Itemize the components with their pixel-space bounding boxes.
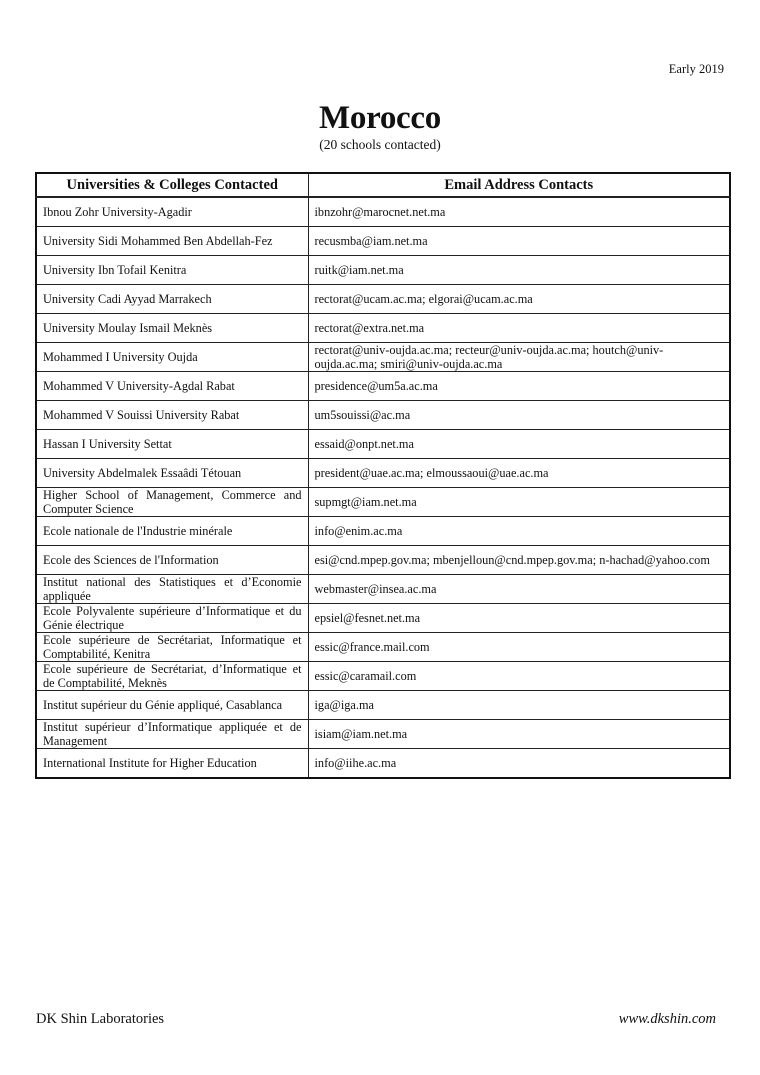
table-row: [36, 691, 730, 720]
institution-name: Mohammed V Souissi University Rabat: [36, 401, 308, 430]
table-row: [36, 459, 730, 488]
email-contacts: president@uae.ac.ma; elmoussaoui@uae.ac.ma: [308, 459, 730, 488]
institution-name: University Abdelmalek Essaâdi Tétouan: [36, 459, 308, 488]
table-row: [36, 285, 730, 314]
institution-name: Ibnou Zohr University-Agadir: [36, 197, 308, 227]
email-contacts: ruitk@iam.net.ma: [308, 256, 730, 285]
email-contacts: um5souissi@ac.ma: [308, 401, 730, 430]
email-contacts: recusmba@iam.net.ma: [308, 227, 730, 256]
email-contacts: esi@cnd.mpep.gov.ma; mbenjelloun@cnd.mpep.gov.ma; n-hachad@yahoo.com: [308, 546, 730, 575]
table-header-row: [36, 173, 730, 197]
table-row: [36, 197, 730, 227]
institution-name: University Ibn Tofail Kenitra: [36, 256, 308, 285]
footer-website: www.dkshin.com: [618, 1011, 716, 1027]
email-contacts: rectorat@univ-oujda.ac.ma; recteur@univ-oujda.ac.ma; houtch@univ-oujda.ac.ma; smiri@univ-oujda.ac.ma: [308, 343, 730, 372]
institution-name: Higher School of Management, Commerce and Computer Science: [36, 488, 308, 517]
email-contacts: info@iihe.ac.ma: [308, 749, 730, 779]
email-contacts: essaid@onpt.net.ma: [308, 430, 730, 459]
institution-name: Institut supérieur du Génie appliqué, Casablanca: [36, 691, 308, 720]
institution-name: Ecole Polyvalente supérieure d’Informatique et du Génie électrique: [36, 604, 308, 633]
page-title: Morocco: [319, 100, 441, 136]
column-header-email: Email Address Contacts: [308, 173, 730, 197]
email-contacts: rectorat@ucam.ac.ma; elgorai@ucam.ac.ma: [308, 285, 730, 314]
contacts-table: [35, 172, 731, 779]
institution-name: University Moulay Ismail Meknès: [36, 314, 308, 343]
table-row: [36, 546, 730, 575]
institution-name: Mohammed V University-Agdal Rabat: [36, 372, 308, 401]
institution-name: Ecole supérieure de Secrétariat, Informatique et Comptabilité, Kenitra: [36, 633, 308, 662]
email-contacts: webmaster@insea.ac.ma: [308, 575, 730, 604]
institution-name: Institut national des Statistiques et d’Economie appliquée: [36, 575, 308, 604]
table-row: [36, 343, 730, 372]
table-row: [36, 488, 730, 517]
table-row: [36, 749, 730, 779]
email-contacts: essic@france.mail.com: [308, 633, 730, 662]
table-row: [36, 372, 730, 401]
table-row: [36, 401, 730, 430]
email-contacts: rectorat@extra.net.ma: [308, 314, 730, 343]
table-row: [36, 662, 730, 691]
email-contacts: ibnzohr@marocnet.net.ma: [308, 197, 730, 227]
email-contacts: iga@iga.ma: [308, 691, 730, 720]
table-row: [36, 633, 730, 662]
page-subtitle: (20 schools contacted): [319, 137, 441, 152]
email-contacts: supmgt@iam.net.ma: [308, 488, 730, 517]
institution-name: University Sidi Mohammed Ben Abdellah-Fez: [36, 227, 308, 256]
document-date: Early 2019: [668, 62, 724, 76]
institution-name: University Cadi Ayyad Marrakech: [36, 285, 308, 314]
table-row: [36, 256, 730, 285]
column-header-institution: Universities & Colleges Contacted: [36, 173, 308, 197]
institution-name: Institut supérieur d’Informatique appliquée et de Management: [36, 720, 308, 749]
email-contacts: essic@caramail.com: [308, 662, 730, 691]
footer-organization: DK Shin Laboratories: [36, 1011, 165, 1027]
institution-name: Mohammed I University Oujda: [36, 343, 308, 372]
table-row: [36, 227, 730, 256]
institution-name: Ecole nationale de l'Industrie minérale: [36, 517, 308, 546]
email-contacts: epsiel@fesnet.net.ma: [308, 604, 730, 633]
table-row: [36, 517, 730, 546]
email-contacts: presidence@um5a.ac.ma: [308, 372, 730, 401]
table-row: [36, 314, 730, 343]
email-contacts: isiam@iam.net.ma: [308, 720, 730, 749]
institution-name: Ecole supérieure de Secrétariat, d’Informatique et de Comptabilité, Meknès: [36, 662, 308, 691]
institution-name: Hassan I University Settat: [36, 430, 308, 459]
table-row: [36, 575, 730, 604]
institution-name: International Institute for Higher Education: [36, 749, 308, 779]
table-row: [36, 430, 730, 459]
email-contacts: info@enim.ac.ma: [308, 517, 730, 546]
table-row: [36, 604, 730, 633]
table-row: [36, 720, 730, 749]
institution-name: Ecole des Sciences de l'Information: [36, 546, 308, 575]
